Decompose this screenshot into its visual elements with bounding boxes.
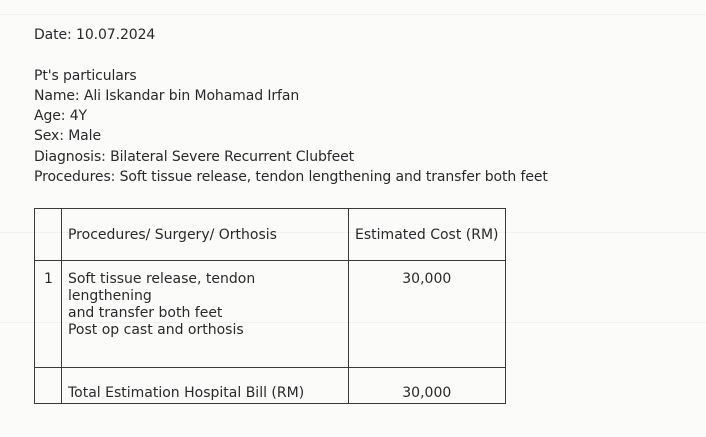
patient-name: Name: Ali Iskandar bin Mohamad Irfan bbox=[34, 88, 300, 104]
cost-header-text: Estimated Cost (RM) bbox=[355, 226, 499, 243]
table-cell bbox=[35, 245, 62, 261]
table-cell bbox=[35, 209, 62, 245]
paper-line bbox=[0, 14, 706, 15]
patient-age: Age: 4Y bbox=[34, 108, 88, 124]
total-cost-cell bbox=[348, 368, 505, 404]
total-label-cell bbox=[61, 368, 348, 404]
patient-sex: Sex: Male bbox=[34, 128, 101, 144]
patient-diagnosis: Diagnosis: Bilateral Severe Recurrent Clubfeet bbox=[34, 149, 355, 165]
row-description-cell bbox=[61, 261, 348, 368]
table-row bbox=[35, 261, 506, 368]
cost-table-grid bbox=[34, 208, 506, 404]
total-cost: 30,000 bbox=[402, 385, 452, 401]
patient-section-title: Pt's particulars bbox=[34, 68, 137, 84]
description-header-text: Procedures/ Surgery/ Orthosis bbox=[67, 226, 277, 243]
patient-procedures: Procedures: Soft tissue release, tendon lengthening and transfer both feet bbox=[34, 169, 548, 185]
row-cost: 30,000 bbox=[402, 271, 452, 288]
document-date: Date: 10.07.2024 bbox=[34, 27, 156, 43]
row-description-line: and transfer both feet bbox=[67, 305, 223, 322]
cost-table bbox=[34, 208, 506, 404]
row-number-cell bbox=[35, 261, 62, 368]
table-header-row bbox=[35, 245, 506, 261]
row-description-line: Soft tissue release, tendon lengthening bbox=[67, 271, 256, 305]
row-cost-cell bbox=[348, 261, 505, 368]
table-total-row bbox=[35, 368, 506, 404]
total-label: Total Estimation Hospital Bill (RM) bbox=[67, 385, 305, 401]
row-description-line: Post op cast and orthosis bbox=[67, 322, 244, 339]
description-header bbox=[61, 226, 348, 261]
cost-header bbox=[348, 226, 505, 261]
table-cell bbox=[35, 368, 62, 404]
row-number: 1 bbox=[44, 271, 53, 288]
